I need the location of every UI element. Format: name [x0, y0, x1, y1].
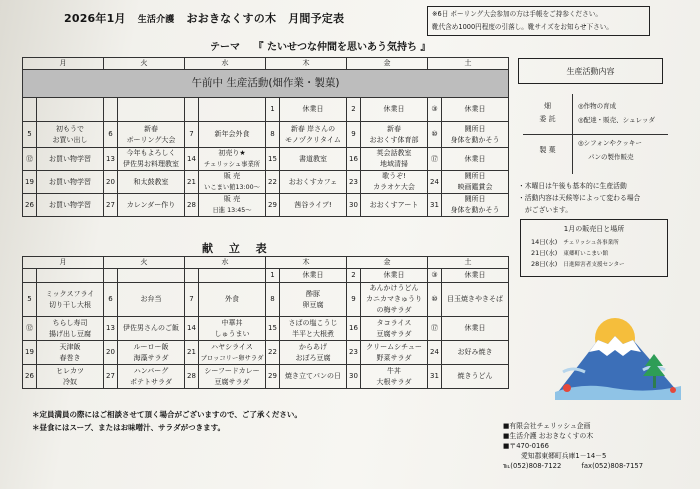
entry-line: さばの塩こうじ — [288, 318, 338, 327]
entry-line: カニカマきゅうり — [366, 295, 422, 303]
entry-line: 中華丼 — [221, 318, 243, 327]
entry-line: あんかけうどん — [369, 284, 419, 292]
company-name: ■有限会社チェリッシュ企画 — [503, 422, 591, 430]
bake-item: ◎シフォンやクッキー — [578, 139, 642, 147]
day-number: 19 — [23, 341, 37, 365]
entry-line: ちらし寿司 — [52, 318, 88, 327]
day-entry — [442, 171, 509, 194]
farm-item: ◎配達・販売、シュレッダ — [578, 116, 655, 124]
notice-box — [427, 6, 650, 36]
entry-line: いこまい館13:00～ — [204, 184, 260, 191]
menu-table — [22, 256, 509, 389]
entry-line: タコライス — [376, 318, 412, 327]
day-entry — [118, 122, 185, 148]
day-number — [23, 98, 37, 122]
day-number: 21 — [185, 341, 199, 365]
entry-line: カラオケ大会 — [373, 183, 415, 191]
entry-line: 天津飯 — [59, 342, 81, 351]
day-number: 26 — [23, 365, 37, 389]
title-facility: おおきなくすの木 — [186, 12, 277, 25]
day-number: 8 — [266, 122, 280, 148]
table-row — [23, 98, 509, 122]
day-number: 29 — [266, 194, 280, 217]
table-row — [23, 283, 509, 317]
day-entry — [118, 194, 185, 217]
entry-line: 歌うぞ! — [382, 172, 406, 180]
day-entry — [442, 122, 509, 148]
day-entry — [442, 365, 509, 389]
bake-items — [578, 138, 642, 162]
entry-line: 酢豚 — [306, 289, 320, 298]
day-entry — [361, 98, 428, 122]
table-row — [23, 341, 509, 365]
entry-line: チェリッシュ事業所 — [203, 161, 261, 168]
day-entry — [37, 148, 104, 171]
entry-line: 茜谷ライブ! — [294, 200, 332, 209]
entry-line: 書道教室 — [299, 154, 327, 163]
side-title: 生産活動内容 — [518, 58, 663, 84]
entry-line: 切り干し大根 — [49, 300, 91, 309]
day-entry — [442, 98, 509, 122]
entry-line: ブロッコリー卵サラダ — [200, 354, 264, 362]
sales-place: 東郷町いこまい館 — [563, 251, 609, 257]
day-entry — [280, 122, 347, 148]
entry-line: ヒレカツ — [56, 366, 84, 375]
day-number: 9 — [347, 122, 361, 148]
entry-line: おおくす体育部 — [369, 135, 419, 144]
day-number: 24 — [428, 171, 442, 194]
table-row — [23, 122, 509, 148]
side-notes — [518, 180, 640, 216]
day-entry — [442, 283, 509, 317]
entry-line: 映画鑑賞会 — [457, 183, 493, 191]
entry-line: 揚げ出し豆腐 — [49, 329, 91, 338]
entry-line: 初もうで — [56, 124, 84, 133]
entry-line: 今年もよろしく — [126, 149, 176, 157]
menu-title: 献 立 表 — [202, 242, 273, 255]
day-entry — [442, 341, 509, 365]
weekday-header: 木 — [266, 257, 347, 269]
entry-line: ハンバーグ — [133, 366, 169, 375]
day-number: ⑰ — [428, 317, 442, 341]
day-number: 5 — [23, 122, 37, 148]
entry-line: カレンダー作り — [126, 200, 176, 209]
day-number: 29 — [266, 365, 280, 389]
day-number: 14 — [185, 317, 199, 341]
day-entry — [199, 98, 266, 122]
entry-line: 卵豆腐 — [302, 300, 324, 309]
day-number: ③ — [428, 98, 442, 122]
entry-line: からあげ — [299, 342, 327, 351]
day-number: 15 — [266, 148, 280, 171]
entry-line: ルーロー飯 — [133, 342, 169, 351]
table-row — [23, 317, 509, 341]
day-entry — [118, 341, 185, 365]
entry-line: お好み焼き — [457, 348, 493, 356]
day-number — [104, 269, 118, 283]
weekday-header: 金 — [347, 257, 428, 269]
day-number: 24 — [428, 341, 442, 365]
company-name-text: 有限会社チェリッシュ企画 — [509, 422, 591, 430]
day-number: 15 — [266, 317, 280, 341]
entry-line: 休業日 — [302, 271, 324, 279]
day-number: 1 — [266, 98, 280, 122]
table-row — [23, 171, 509, 194]
day-entry — [118, 365, 185, 389]
table-row — [23, 269, 509, 283]
day-entry — [280, 98, 347, 122]
company-contact — [503, 461, 643, 471]
entry-line: 外食 — [225, 295, 239, 303]
day-entry — [199, 269, 266, 283]
day-number: 19 — [23, 171, 37, 194]
entry-line: ボーリング大会 — [126, 135, 176, 144]
weekday-header: 木 — [266, 58, 347, 70]
entry-line: 海藻サラダ — [133, 353, 169, 362]
entry-line: 身体を動かそう — [450, 206, 500, 214]
day-entry — [118, 148, 185, 171]
day-number: 26 — [23, 194, 37, 217]
day-number: 6 — [104, 122, 118, 148]
day-number: ⑫ — [23, 148, 37, 171]
entry-line: シーフードカレー — [204, 366, 260, 375]
entry-line: 鬪所日 — [464, 172, 486, 180]
day-number — [185, 269, 199, 283]
entry-line: 休業日 — [302, 105, 324, 113]
entry-line: 身体を動かそう — [450, 135, 500, 144]
entry-line: 伊佐男さんのご飯 — [123, 324, 179, 332]
day-number: 20 — [104, 341, 118, 365]
farm-item: ◎作物の育成 — [578, 102, 617, 110]
day-number: 23 — [347, 341, 361, 365]
day-number: 16 — [347, 148, 361, 171]
entry-line: お弁当 — [140, 295, 162, 303]
entry-line: おおくすカフェ — [288, 177, 338, 186]
day-number: ③ — [428, 269, 442, 283]
sales-place: 日進障害者支援センター — [563, 262, 625, 268]
entry-line: クリームシチュー — [366, 342, 422, 351]
entry-line: お買い物学習 — [49, 177, 91, 186]
day-entry — [199, 194, 266, 217]
day-entry — [37, 283, 104, 317]
company-facility: ■生活介護 おおきなくすの木 — [503, 432, 594, 440]
farm-items — [578, 101, 655, 125]
entry-line: ミックスフライ — [45, 289, 95, 298]
entry-line: 牛丼 — [387, 366, 401, 375]
entry-line: ハヤシライス — [211, 342, 253, 351]
entry-line: 新年会外食 — [214, 130, 250, 138]
day-number: 31 — [428, 194, 442, 217]
day-entry — [118, 317, 185, 341]
entry-line: 新春 岸さんの — [290, 124, 336, 133]
sales-date: 21日(水) — [531, 249, 558, 257]
sales-item — [531, 248, 667, 259]
sales-box — [520, 219, 668, 277]
theme — [210, 38, 440, 53]
entry-line: 目玉焼きやきそば — [447, 295, 503, 303]
day-number: 2 — [347, 98, 361, 122]
day-entry — [361, 148, 428, 171]
day-entry — [37, 341, 104, 365]
entry-line: しゅうまい — [214, 329, 250, 338]
day-number — [185, 98, 199, 122]
title-doc: 月間予定表 — [288, 12, 345, 25]
day-entry — [37, 98, 104, 122]
title-month: 2026年1月 — [64, 12, 126, 25]
bake-label: 製 菓 — [539, 146, 556, 154]
day-number — [23, 269, 37, 283]
weekday-header: 月 — [23, 58, 104, 70]
entry-line: 休業日 — [383, 271, 405, 279]
theme-text: 『 たいせつな仲間を思いあう気持ち 』 — [253, 42, 431, 53]
day-number: 7 — [185, 283, 199, 317]
day-entry — [280, 365, 347, 389]
entry-line: 春巻き — [59, 353, 81, 362]
entry-line: 販 売 — [223, 172, 241, 180]
side-note: ・活動内容は天候等によって変わる場合 — [518, 194, 641, 202]
day-number: 23 — [347, 171, 361, 194]
entry-line: お買い物学習 — [49, 200, 91, 209]
entry-line: 焼きうどん — [457, 372, 493, 380]
day-number: 30 — [347, 194, 361, 217]
day-number: 14 — [185, 148, 199, 171]
company-zip: ■〒470-0166 — [503, 442, 549, 450]
weekday-header: 火 — [104, 58, 185, 70]
day-entry — [118, 269, 185, 283]
entry-line: 休業日 — [464, 271, 486, 279]
day-number: 22 — [266, 341, 280, 365]
day-entry — [199, 122, 266, 148]
day-entry — [280, 283, 347, 317]
entry-line: 和太鼓教室 — [133, 177, 169, 186]
company-address: 愛知郡東郷町兵庫1－14－5 — [521, 452, 607, 460]
weekday-header: 水 — [185, 58, 266, 70]
entry-line: 日進 13:45～ — [212, 207, 252, 214]
schedule-table — [22, 57, 509, 217]
sales-item — [531, 237, 667, 248]
day-entry — [361, 171, 428, 194]
day-number: 20 — [104, 171, 118, 194]
day-entry — [442, 269, 509, 283]
table-row — [23, 194, 509, 217]
day-entry — [280, 341, 347, 365]
weekday-header: 月 — [23, 257, 104, 269]
side-note: がございます。 — [525, 206, 573, 214]
day-entry — [37, 365, 104, 389]
entry-line: 野菜サラダ — [376, 353, 412, 362]
footer-note-1: ＊定員満員の際にはご相談させて頂く場合がございますので、ご了承ください。 — [32, 410, 302, 419]
day-number: 22 — [266, 171, 280, 194]
day-number: 28 — [185, 194, 199, 217]
side-row-divider — [523, 134, 668, 135]
entry-line: 初売り★ — [218, 149, 246, 157]
entry-line: お買い物学習 — [49, 154, 91, 163]
entry-line: 休業日 — [383, 105, 405, 113]
day-entry — [361, 341, 428, 365]
day-number: ⑩ — [428, 283, 442, 317]
farm-label-block — [525, 100, 570, 126]
day-entry — [442, 148, 509, 171]
day-entry — [199, 171, 266, 194]
day-entry — [37, 269, 104, 283]
day-entry — [118, 171, 185, 194]
day-entry — [361, 122, 428, 148]
theme-label: テーマ — [210, 42, 240, 53]
day-number: 21 — [185, 171, 199, 194]
side-note: ・木曜日は午後も基本的に生産活動 — [518, 182, 627, 190]
entry-line: 休業日 — [464, 105, 486, 113]
day-number: ⑰ — [428, 148, 442, 171]
entry-line: 冷奴 — [63, 377, 77, 386]
sales-date: 14日(水) — [531, 238, 558, 246]
weekday-header: 水 — [185, 257, 266, 269]
sales-list — [521, 237, 667, 270]
entry-line: 鬪所日 — [464, 195, 486, 203]
day-number: ⑫ — [23, 317, 37, 341]
entry-line: 鬪所日 — [464, 124, 486, 133]
day-number: 13 — [104, 317, 118, 341]
company-block — [503, 421, 643, 471]
day-number — [104, 98, 118, 122]
day-entry — [280, 194, 347, 217]
entry-line: 新春 — [144, 124, 158, 133]
day-entry — [118, 283, 185, 317]
farm-label: 畑 — [544, 102, 551, 110]
entry-line: おおくすアート — [369, 200, 419, 209]
day-number: 28 — [185, 365, 199, 389]
entry-line: の梅サラダ — [376, 306, 412, 314]
entry-line: 豆腐サラダ — [376, 329, 412, 338]
bake-item: パンの製作販売 — [588, 153, 634, 161]
day-entry — [280, 171, 347, 194]
entry-line: 休業日 — [464, 154, 486, 163]
table-row — [23, 148, 509, 171]
day-number: 27 — [104, 365, 118, 389]
company-zip-text: 〒470-0166 — [509, 442, 549, 450]
farm-sub-label: 委 託 — [539, 115, 556, 123]
entry-line: 休業日 — [464, 324, 486, 332]
company-facility-text: 生活介護 おおきなくすの木 — [509, 432, 594, 440]
company-fax: fax(052)808-7157 — [581, 462, 644, 470]
sales-title: 1月の販売日と場所 — [563, 225, 625, 233]
weekday-header: 金 — [347, 58, 428, 70]
footer-note-2: ＊昼食にはスープ、またはお味噌汁、サラダがつきます。 — [32, 423, 225, 432]
day-entry — [280, 269, 347, 283]
day-entry — [199, 148, 266, 171]
day-entry — [199, 283, 266, 317]
day-entry — [37, 194, 104, 217]
entry-line: おぼろ豆腐 — [295, 353, 331, 362]
day-entry — [37, 317, 104, 341]
entry-line: 英会話教室 — [376, 149, 412, 157]
title-service: 生活介護 — [137, 15, 175, 25]
day-number: 31 — [428, 365, 442, 389]
entry-line: 半平と大根煮 — [292, 329, 334, 338]
day-number: 1 — [266, 269, 280, 283]
day-entry — [199, 365, 266, 389]
day-entry — [361, 269, 428, 283]
entry-line: 販 売 — [223, 195, 241, 203]
day-entry — [361, 194, 428, 217]
day-number: 9 — [347, 283, 361, 317]
day-entry — [442, 194, 509, 217]
entry-line: ポテトサラダ — [130, 377, 172, 386]
day-number: 6 — [104, 283, 118, 317]
entry-line: 豆腐サラダ — [214, 377, 250, 386]
weekday-header: 土 — [428, 58, 509, 70]
weekday-header: 火 — [104, 257, 185, 269]
day-number: 7 — [185, 122, 199, 148]
day-entry — [361, 365, 428, 389]
day-entry — [280, 148, 347, 171]
day-entry — [199, 317, 266, 341]
day-number: 30 — [347, 365, 361, 389]
day-entry — [361, 283, 428, 317]
table-row — [23, 365, 509, 389]
company-tel: ℡(052)808-7122 — [503, 462, 562, 470]
day-number: ⑩ — [428, 122, 442, 148]
notice-line-1: ※6日 ボーリング大会参加の方は手帳をご持参ください。 — [432, 10, 602, 18]
notice-line-2: 靴代含め1000円程度の引落し。靴サイズをお知らせ下さい。 — [432, 23, 613, 31]
day-entry — [442, 317, 509, 341]
day-entry — [118, 98, 185, 122]
day-number: 2 — [347, 269, 361, 283]
entry-line: 伊佐男お料理教室 — [123, 160, 179, 168]
mount-fuji-illustration — [553, 300, 683, 400]
entry-line: お買い出し — [52, 135, 88, 144]
day-entry — [37, 122, 104, 148]
day-entry — [361, 317, 428, 341]
sales-place: チェリッシュ各事業所 — [563, 240, 619, 246]
day-number: 13 — [104, 148, 118, 171]
schedule-banner: 午前中 生産活動(畑作業・製菓) — [23, 70, 509, 98]
weekday-header: 土 — [428, 257, 509, 269]
sales-item — [531, 259, 667, 270]
day-number: 5 — [23, 283, 37, 317]
day-number: 8 — [266, 283, 280, 317]
entry-line: モノヅクリタイム — [285, 135, 341, 144]
day-entry — [280, 317, 347, 341]
day-number: 27 — [104, 194, 118, 217]
entry-line: 大根サラダ — [376, 377, 412, 386]
day-entry — [199, 341, 266, 365]
page-title — [64, 10, 352, 26]
day-entry — [37, 171, 104, 194]
day-number: 16 — [347, 317, 361, 341]
entry-line: 地域清掃 — [380, 160, 408, 168]
entry-line: 新春 — [387, 124, 401, 133]
entry-line: 焼き立てパンの日 — [285, 372, 341, 380]
sales-date: 28日(水) — [531, 260, 558, 268]
